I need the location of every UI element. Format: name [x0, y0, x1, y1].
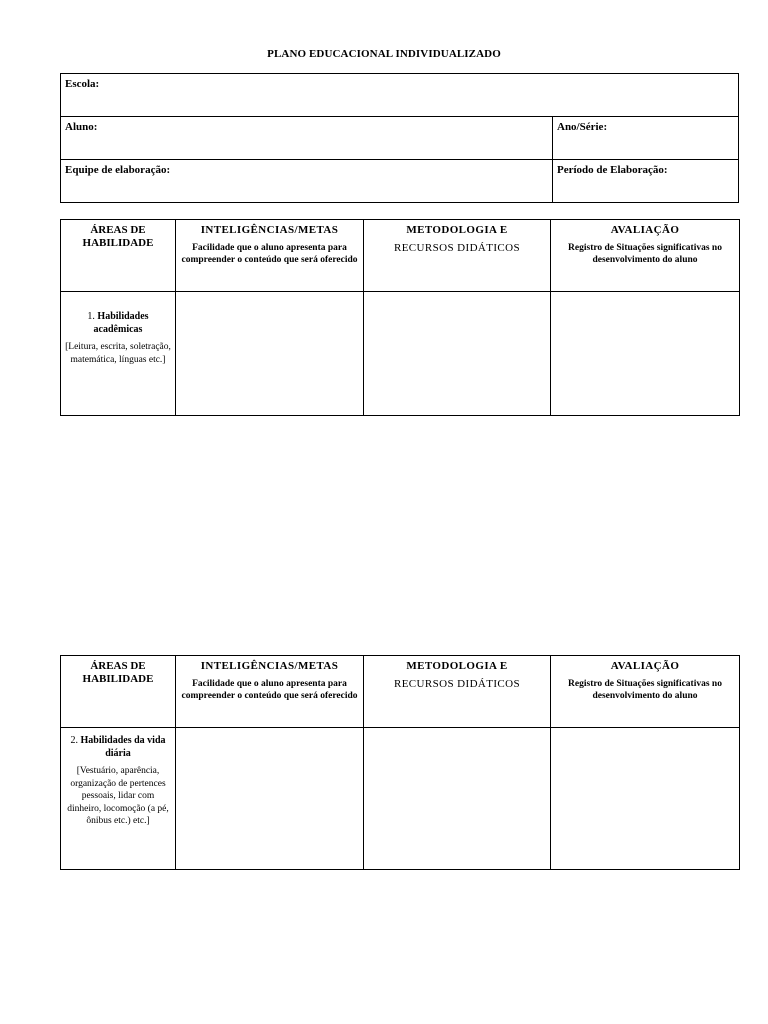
area-cell-1: [61, 292, 176, 416]
school-label: Escola:: [65, 78, 100, 90]
header-goals: [176, 220, 364, 292]
skills-table-1: [60, 219, 740, 416]
header-method-line2: RECURSOS DIDÁTICOS: [393, 242, 521, 254]
area-name-1: Habilidades acadêmicas: [93, 311, 149, 335]
area-name-2: Habilidades da vida diária: [80, 735, 166, 759]
header-eval: [551, 220, 740, 292]
header-areas: [61, 656, 176, 728]
grade-label: Ano/Série:: [557, 121, 608, 133]
header-areas-label: ÁREAS DE HABILIDADE: [82, 660, 154, 685]
header-method: [364, 656, 551, 728]
area-title-1: [65, 310, 171, 336]
document-title: PLANO EDUCACIONAL INDIVIDUALIZADO: [267, 48, 501, 60]
goals-cell-1[interactable]: [176, 292, 364, 416]
goals-cell-2[interactable]: [176, 728, 364, 870]
grade-field[interactable]: [553, 117, 739, 160]
header-eval-sub: Registro de Situações significativas no desenvolvimento do aluno: [568, 679, 722, 701]
header-method-line2: RECURSOS DIDÁTICOS: [393, 678, 521, 690]
header-eval-label: AVALIAÇÃO: [610, 660, 680, 672]
header-goals-label: INTELIGÊNCIAS/METAS: [200, 224, 339, 236]
area-cell-2: [61, 728, 176, 870]
header-eval-label: AVALIAÇÃO: [610, 224, 680, 236]
student-field[interactable]: [61, 117, 553, 160]
header-method: [364, 220, 551, 292]
info-table: [60, 73, 739, 203]
eval-cell-2[interactable]: [551, 728, 740, 870]
header-eval-sub: Registro de Situações significativas no desenvolvimento do aluno: [568, 243, 722, 265]
method-cell-1[interactable]: [364, 292, 551, 416]
period-label: Período de Elaboração:: [557, 164, 668, 176]
header-areas-label: ÁREAS DE HABILIDADE: [82, 224, 154, 249]
student-label: Aluno:: [65, 121, 98, 133]
header-method-line1: METODOLOGIA E: [406, 660, 508, 672]
method-cell-2[interactable]: [364, 728, 551, 870]
area-number-2: 2.: [70, 735, 78, 746]
header-eval: [551, 656, 740, 728]
area-title-2: [65, 734, 171, 760]
header-goals-label: INTELIGÊNCIAS/METAS: [200, 660, 339, 672]
header-goals: [176, 656, 364, 728]
area-desc-1: [Leitura, escrita, soletração, matemática, línguas etc.]: [65, 342, 171, 365]
team-label: Equipe de elaboração:: [65, 164, 171, 176]
eval-cell-1[interactable]: [551, 292, 740, 416]
team-field[interactable]: [61, 160, 553, 203]
header-goals-sub: Facilidade que o aluno apresenta para compreender o conteúdo que será oferecido: [181, 243, 358, 265]
school-field[interactable]: [61, 74, 739, 117]
header-areas: [61, 220, 176, 292]
header-goals-sub: Facilidade que o aluno apresenta para compreender o conteúdo que será oferecido: [181, 679, 358, 701]
skills-table-2: [60, 655, 740, 870]
area-desc-2: [Vestuário, aparência, organização de pertences pessoais, lidar com dinheiro, locomoção (a pé, ônibus etc.) etc.]: [67, 766, 169, 826]
area-number-1: 1.: [87, 311, 95, 322]
header-method-line1: METODOLOGIA E: [406, 224, 508, 236]
period-field[interactable]: [553, 160, 739, 203]
